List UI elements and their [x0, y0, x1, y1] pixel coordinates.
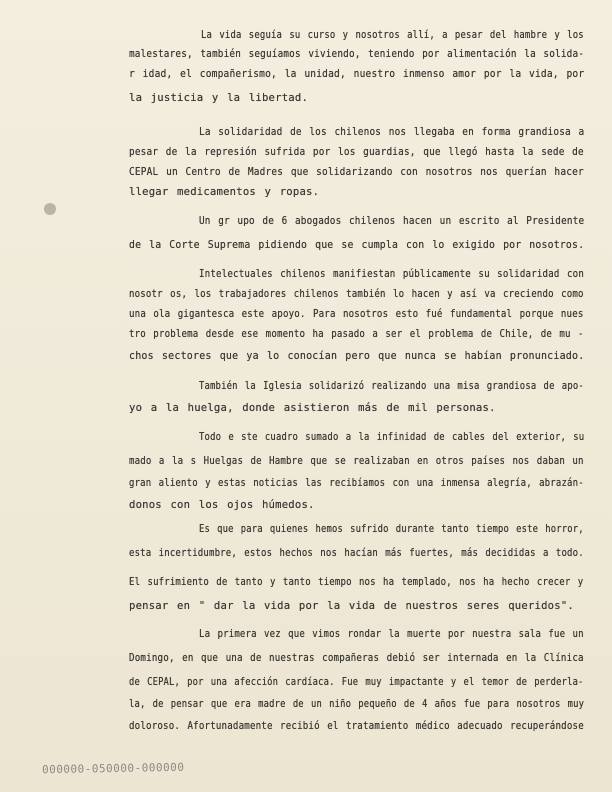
text-line: Todo e ste cuadro sumado a la infinidad de cables del exterior, su: [199, 431, 585, 443]
text-line: La primera vez que vimos rondar la muerte por nuestra sala fue un: [199, 628, 584, 640]
archive-stamp: 000000-050000-000000: [41, 760, 185, 777]
text-line: gran aliento y estas noticias las recibíamos con una inmensa alegría, abrazán-: [129, 477, 584, 489]
text-line: CEPAL un Centro de Madres que solidarizando con nosotros nos querían hacer: [129, 166, 584, 178]
text-line: r idad, el compañerismo, la unidad, nuestro inmenso amor por la vida, por: [129, 68, 585, 80]
text-line: chos sectores que ya lo conocían pero que nunca se habían pronunciado.: [129, 350, 585, 362]
text-line: Intelectuales chilenos manifiestan públicamente su solidaridad con: [199, 268, 585, 280]
text-line: También la Iglesia solidarizó realizando una misa grandiosa de apo-: [199, 380, 584, 392]
text-line: Es que para quienes hemos sufrido durante tanto tiempo este horror,: [199, 523, 584, 535]
text-line: de CEPAL, por una afección cardíaca. Fue muy impactante y el temor de perderla-: [129, 676, 584, 688]
text-line: donos con los ojos húmedos.: [129, 499, 315, 511]
text-line: El sufrimiento de tanto y tanto tiempo nos ha templado, nos ha hecho crecer y: [129, 576, 584, 588]
text-line: Domingo, en que una de nuestras compañeras debió ser internada en la Clínica: [129, 652, 584, 664]
text-line: doloroso. Afortunadamente recibió el tratamiento médico adecuado recuperándose: [129, 720, 584, 732]
text-line: llegar medicamentos y ropas.: [129, 186, 320, 198]
text-line: de la Corte Suprema pidiendo que se cumpla con lo exigido por nosotros.: [129, 239, 585, 251]
text-line: pesar de la represión sufrida por los guardias, que llegó hasta la sede de: [129, 146, 584, 158]
text-line: mado a la s Huelgas de Hambre que se realizaban en otros países nos daban un: [129, 455, 584, 467]
text-line: Un gr upo de 6 abogados chilenos hacen un escrito al Presidente: [199, 215, 585, 227]
text-line: esta incertidumbre, estos hechos nos hacían más fuertes, más decididas a todo.: [129, 547, 584, 559]
text-line: malestares, también seguíamos viviendo, teniendo por alimentación la solida-: [129, 48, 585, 60]
text-line: pensar en " dar la vida por la vida de nuestros seres queridos".: [129, 600, 574, 612]
text-line: La vida seguía su curso y nosotros allí, a pesar del hambre y los: [201, 29, 584, 41]
text-line: una ola gigantesca este apoyo. Para nosotros esto fué fundamental porque nues: [129, 308, 584, 320]
punch-hole: [44, 203, 56, 215]
text-line: yo a la huelga, donde asistieron más de mil personas.: [129, 402, 496, 414]
text-line: La solidaridad de los chilenos nos llegaba en forma grandiosa a: [199, 126, 585, 138]
text-line: tro problema desde ese momento ha pasado a ser el problema de Chile, de mu -: [129, 328, 584, 340]
text-line: la, de pensar que era madre de un niño pequeño de 4 años fue para nosotros muy: [129, 698, 585, 710]
text-line: la justicia y la libertad.: [129, 92, 309, 104]
text-line: nosotr os, los trabajadores chilenos también lo hacen y así va creciendo como: [129, 288, 584, 300]
